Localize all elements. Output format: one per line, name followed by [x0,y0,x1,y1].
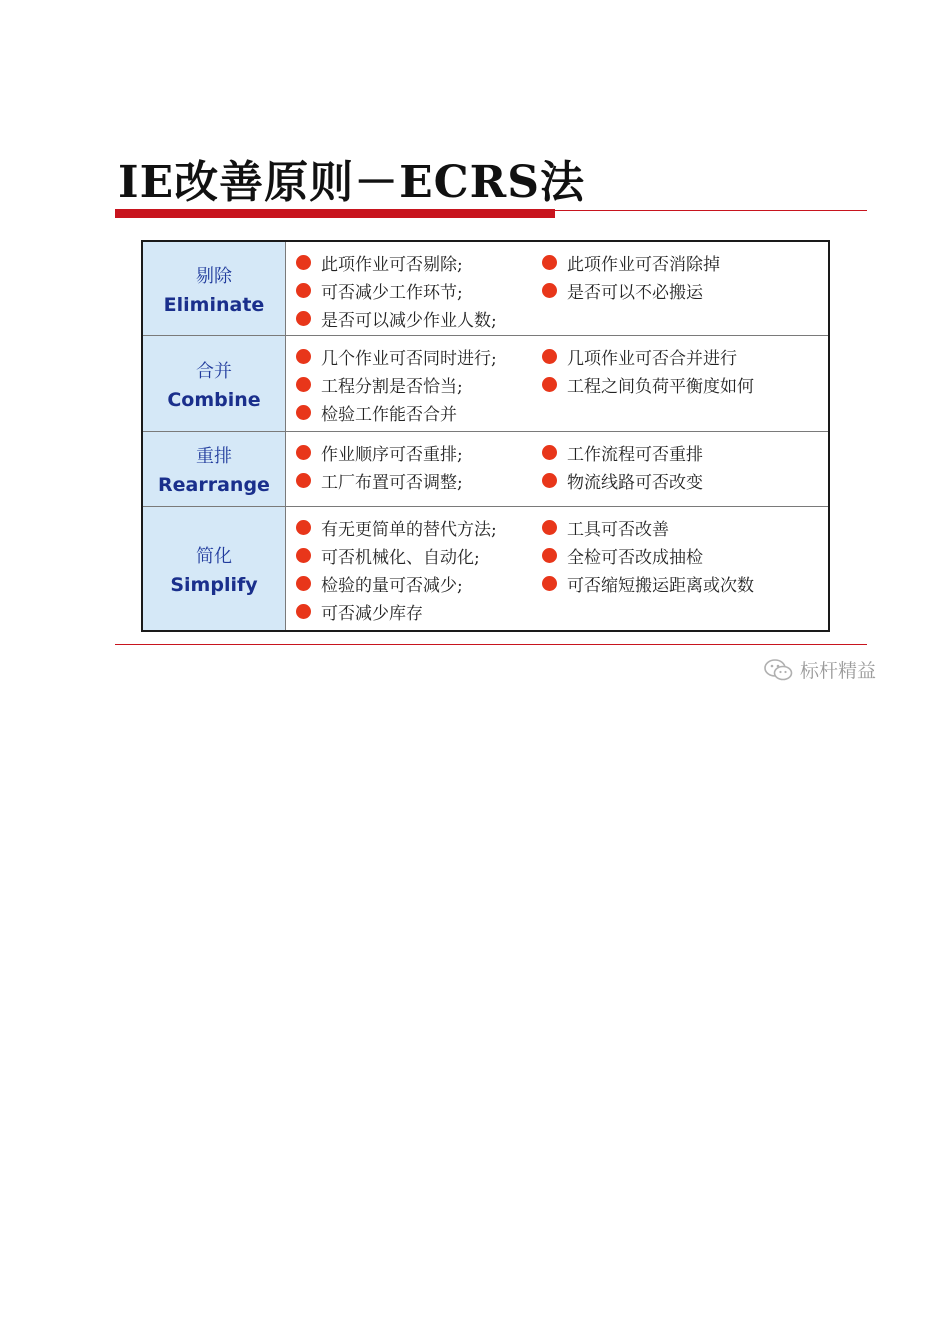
label-cn: 简化 [196,545,232,567]
list-item [296,305,542,331]
list-item [542,371,782,397]
row-eliminate [143,242,828,336]
row-label [143,336,286,431]
item-text: 可否缩短搬运距离或次数 [567,575,754,596]
list-item [296,343,542,369]
bullet-icon [296,283,311,298]
row-combine [143,336,828,432]
list-item [296,399,542,425]
row-items [286,507,828,630]
list-item [542,343,782,369]
row-label [143,242,286,335]
bullet-icon [542,520,557,535]
list-item [296,598,542,624]
label-en: Combine [167,388,261,411]
item-text: 是否可以减少作业人数; [321,310,497,331]
list-item [296,439,542,465]
label-en: Eliminate [163,293,265,316]
title-underline-bar [115,209,555,218]
bullet-icon [542,255,557,270]
item-text: 全检可否改成抽检 [567,547,703,568]
bullet-icon [296,520,311,535]
list-item [542,542,782,568]
item-text: 可否减少库存 [321,603,423,624]
watermark-text: 标杆精益 [800,660,877,682]
item-text: 检验工作能否合并 [321,404,457,425]
item-text: 工作流程可否重排 [567,444,703,465]
item-text: 检验的量可否减少; [321,575,463,596]
bullet-icon [296,255,311,270]
bullet-icon [296,311,311,326]
item-text: 工具可否改善 [567,519,669,540]
list-item [296,514,542,540]
bullet-icon [296,473,311,488]
item-text: 可否减少工作环节; [321,282,463,303]
watermark [764,656,876,683]
item-text: 此项作业可否剔除; [321,254,463,275]
list-item [296,467,542,493]
row-items [286,432,828,506]
list-item [296,570,542,596]
title-underline-line [555,210,867,211]
bullet-icon [542,548,557,563]
item-text: 工程分割是否恰当; [321,376,463,397]
bullet-icon [542,377,557,392]
bottom-divider [115,644,867,645]
list-item [296,371,542,397]
list-item [542,439,782,465]
row-items [286,336,828,431]
row-items [286,242,828,335]
row-label [143,432,286,506]
list-item [296,277,542,303]
item-text: 作业顺序可否重排; [321,444,463,465]
bullet-icon [542,283,557,298]
item-text: 是否可以不必搬运 [567,282,703,303]
list-item [542,467,782,493]
bullet-icon [296,548,311,563]
item-text: 物流线路可否改变 [567,472,703,493]
bullet-icon [296,405,311,420]
label-cn: 重排 [196,446,232,467]
item-text: 可否机械化、自动化; [321,547,480,568]
bullet-icon [296,377,311,392]
item-text: 此项作业可否消除掉 [567,254,720,275]
page-title: IE改善原则－ECRS法 [118,157,586,208]
bullet-icon [542,473,557,488]
row-simplify [143,507,828,630]
ecrs-table [141,240,830,632]
label-cn: 合并 [196,360,232,382]
bullet-icon [542,576,557,591]
label-en: Rearrange [158,474,270,496]
bullet-icon [542,349,557,364]
bullet-icon [296,604,311,619]
list-item [296,542,542,568]
list-item [296,249,542,275]
bullet-icon [296,445,311,460]
label-cn: 剔除 [196,265,232,287]
list-item [542,277,782,303]
bullet-icon [296,349,311,364]
item-text: 有无更简单的替代方法; [321,519,497,540]
item-text: 几项作业可否合并进行 [567,348,737,369]
wechat-icon [764,658,794,682]
list-item [542,249,782,275]
row-rearrange [143,432,828,507]
bullet-icon [296,576,311,591]
item-text: 工程之间负荷平衡度如何 [567,376,754,397]
list-item [542,514,782,540]
bullet-icon [542,445,557,460]
item-text: 几个作业可否同时进行; [321,348,497,369]
item-text: 工厂布置可否调整; [321,472,463,493]
list-item [542,570,782,596]
label-en: Simplify [170,573,258,596]
row-label [143,507,286,630]
